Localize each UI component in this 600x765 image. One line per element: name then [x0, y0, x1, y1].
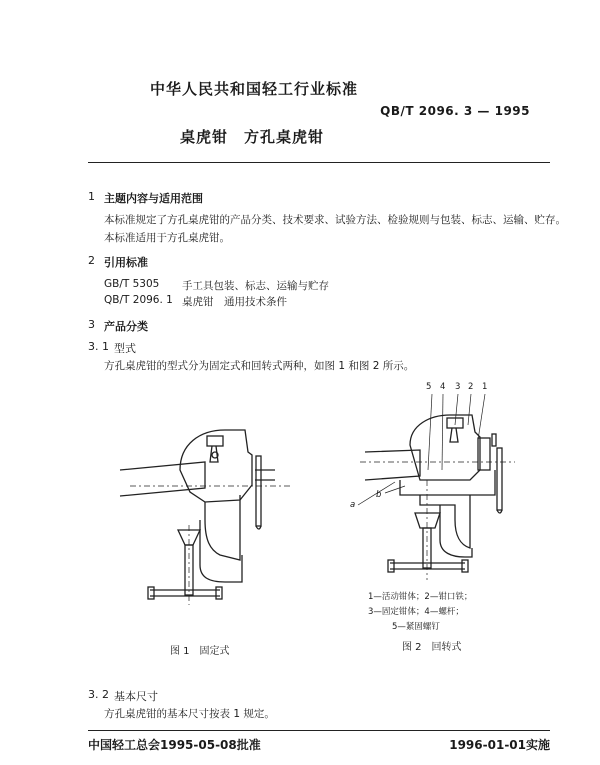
figure-2-callout-a: a [350, 500, 356, 510]
section-3-title: 产品分类 [104, 320, 148, 333]
figure-1-caption: 图 1 固定式 [170, 646, 230, 657]
section-1-paragraph-2: 本标准适用于方孔桌虎钳。 [104, 232, 230, 244]
reference-code: GB/T 5305 [104, 278, 160, 290]
section-2-title: 引用标准 [104, 256, 148, 269]
section-1-title: 主题内容与适用范围 [104, 192, 203, 205]
section-3-1-title: 型式 [114, 342, 136, 355]
figure-2-callout-b: b [376, 490, 382, 500]
reference-name: 手工具包装、标志、运输与贮存 [182, 280, 329, 292]
effective-date: 1996-01-01实施 [449, 738, 550, 752]
figure-2-callout-4: 4 [440, 382, 446, 392]
figure-2-callout-1: 1 [482, 382, 488, 392]
section-1-number: 1 [88, 190, 95, 203]
figure-2-legend-line: 5—紧固螺钉 [392, 622, 440, 632]
reference-name: 桌虎钳 通用技术条件 [182, 296, 287, 308]
section-3-number: 3 [88, 318, 95, 331]
section-2-number: 2 [88, 254, 95, 267]
section-3-2-paragraph: 方孔桌虎钳的基本尺寸按表 1 规定。 [104, 708, 275, 720]
figure-2-leader-lines [358, 394, 485, 505]
section-1-paragraph-1: 本标准规定了方孔桌虎钳的产品分类、技术要求、试验方法、检验规则与包装、标志、运输、贮存。 [104, 214, 566, 226]
reference-code: QB/T 2096. 1 [104, 294, 173, 306]
approval-date: 中国轻工总会1995-05-08批准 [88, 738, 261, 752]
figure-2-callout-3: 3 [455, 382, 461, 392]
standard-category-title: 中华人民共和国轻工行业标准 [150, 80, 359, 98]
figure-1-fixed-vise-drawing [120, 430, 275, 599]
figure-2-caption: 图 2 回转式 [402, 642, 462, 653]
figure-2-callout-2: 2 [468, 382, 474, 392]
figure-2-legend-line: 3—固定钳体；4—螺杆； [368, 607, 464, 617]
footer-rule [88, 730, 550, 731]
document-title: 桌虎钳 方孔桌虎钳 [180, 128, 325, 146]
figure-2-callout-5: 5 [426, 382, 432, 392]
figure-2-swivel-vise-drawing [365, 415, 502, 572]
section-3-1-paragraph: 方孔桌虎钳的型式分为固定式和回转式两种，如图 1 和图 2 所示。 [104, 360, 415, 372]
section-3-2-number: 3. 2 [88, 688, 109, 701]
standard-code: QB/T 2096. 3 — 1995 [380, 104, 530, 118]
section-3-1-number: 3. 1 [88, 340, 109, 353]
section-3-2-title: 基本尺寸 [114, 690, 158, 703]
figure-2-legend-line: 1—活动钳体；2—钳口铁； [368, 592, 473, 602]
